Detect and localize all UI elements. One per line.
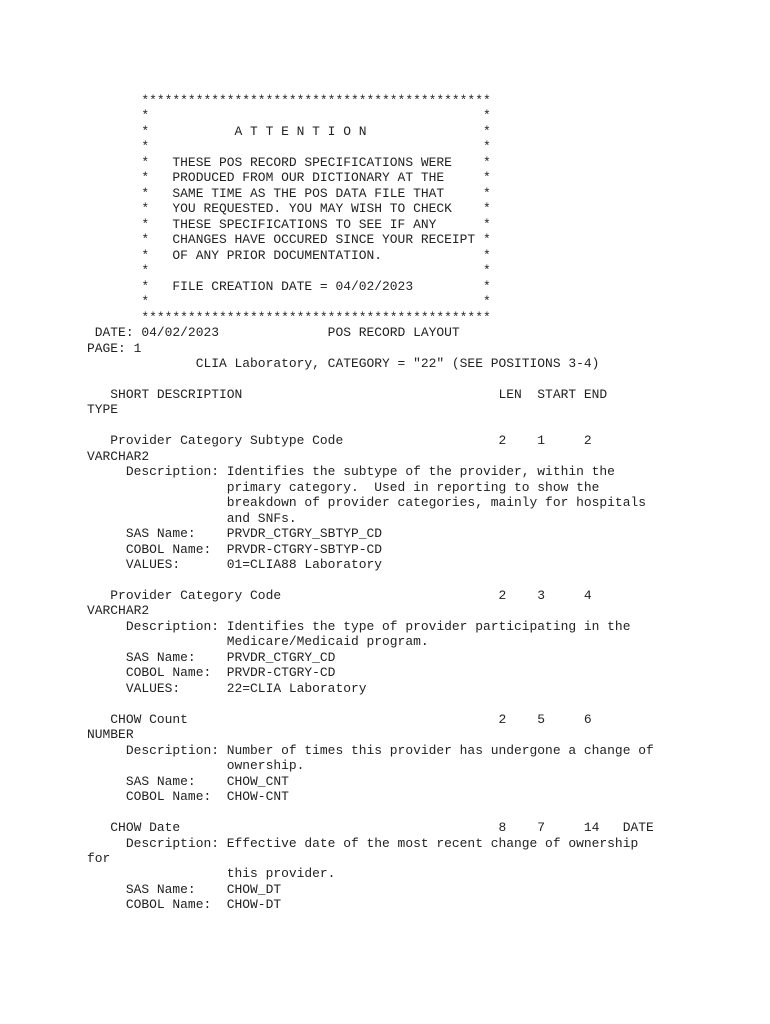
field-cobol-name: COBOL Name: CHOW-DT bbox=[87, 897, 282, 913]
field-header: CHOW Count 2 5 6 bbox=[87, 711, 592, 727]
attention-banner-line: * THESE SPECIFICATIONS TO SEE IF ANY * bbox=[87, 216, 491, 232]
attention-banner-line: * * bbox=[87, 294, 491, 310]
field-type: NUMBER bbox=[87, 727, 134, 743]
attention-banner-border-bottom: ********************************************* bbox=[87, 309, 491, 325]
field-cobol-name: COBOL Name: PRVDR-CTGRY-SBTYP-CD bbox=[87, 541, 383, 557]
field-description: this provider. bbox=[87, 866, 336, 882]
attention-banner-line: * * bbox=[87, 139, 491, 155]
field-sas-name: SAS Name: CHOW_CNT bbox=[87, 773, 289, 789]
field-description: ownership. bbox=[87, 758, 305, 774]
attention-banner-line: * SAME TIME AS THE POS DATA FILE THAT * bbox=[87, 185, 491, 201]
field-header: Provider Category Subtype Code 2 1 2 bbox=[87, 433, 592, 449]
field-sas-name: SAS Name: PRVDR_CTGRY_CD bbox=[87, 649, 336, 665]
report-date-header: DATE: 04/02/2023 POS RECORD LAYOUT bbox=[87, 325, 460, 341]
field-description: for bbox=[87, 850, 111, 866]
attention-banner-line: * * bbox=[87, 263, 491, 279]
column-header-type: TYPE bbox=[87, 402, 119, 418]
document-page bbox=[87, 93, 757, 913]
category-subtitle: CLIA Laboratory, CATEGORY = "22" (SEE POSITIONS 3-4) bbox=[87, 355, 600, 371]
field-type: VARCHAR2 bbox=[87, 448, 150, 464]
page-number: PAGE: 1 bbox=[87, 340, 142, 356]
file-creation-date-line: * FILE CREATION DATE = 04/02/2023 * bbox=[87, 278, 491, 294]
field-cobol-name: COBOL Name: CHOW-CNT bbox=[87, 789, 289, 805]
attention-banner-line: * OF ANY PRIOR DOCUMENTATION. * bbox=[87, 247, 491, 263]
blank-line bbox=[87, 805, 757, 820]
field-description: breakdown of provider categories, mainly for hospitals bbox=[87, 495, 646, 511]
field-description: Description: Identifies the type of provider participating in the bbox=[87, 618, 631, 634]
field-cobol-name: COBOL Name: PRVDR-CTGRY-CD bbox=[87, 665, 336, 681]
field-type: VARCHAR2 bbox=[87, 603, 150, 619]
blank-line bbox=[87, 573, 757, 588]
column-headers: SHORT DESCRIPTION LEN START END bbox=[87, 386, 608, 402]
blank-line bbox=[87, 371, 757, 386]
attention-banner-line: * YOU REQUESTED. YOU MAY WISH TO CHECK * bbox=[87, 201, 491, 217]
field-values: VALUES: 01=CLIA88 Laboratory bbox=[87, 557, 383, 573]
blank-line bbox=[87, 696, 757, 711]
attention-banner-line: * PRODUCED FROM OUR DICTIONARY AT THE * bbox=[87, 170, 491, 186]
field-sas-name: SAS Name: PRVDR_CTGRY_SBTYP_CD bbox=[87, 526, 383, 542]
field-sas-name: SAS Name: CHOW_DT bbox=[87, 881, 282, 897]
field-description: and SNFs. bbox=[87, 510, 297, 526]
attention-banner-border-top: ********************************************* bbox=[87, 93, 491, 108]
field-header: CHOW Date 8 7 14 DATE bbox=[87, 820, 654, 836]
field-values: VALUES: 22=CLIA Laboratory bbox=[87, 680, 367, 696]
attention-banner-line: * CHANGES HAVE OCCURED SINCE YOUR RECEIPT * bbox=[87, 232, 491, 248]
field-description: primary category. Used in reporting to show the bbox=[87, 479, 600, 495]
blank-line bbox=[87, 418, 757, 433]
attention-banner-line: * * bbox=[87, 108, 491, 124]
field-description: Description: Identifies the subtype of the provider, within the bbox=[87, 464, 615, 480]
attention-banner-line: * THESE POS RECORD SPECIFICATIONS WERE * bbox=[87, 154, 491, 170]
attention-banner-title: * A T T E N T I O N * bbox=[87, 123, 491, 139]
field-header: Provider Category Code 2 3 4 bbox=[87, 588, 592, 603]
field-description: Description: Effective date of the most recent change of ownership bbox=[87, 835, 639, 851]
field-description: Medicare/Medicaid program. bbox=[87, 634, 429, 650]
field-description: Description: Number of times this provider has undergone a change of bbox=[87, 742, 654, 758]
